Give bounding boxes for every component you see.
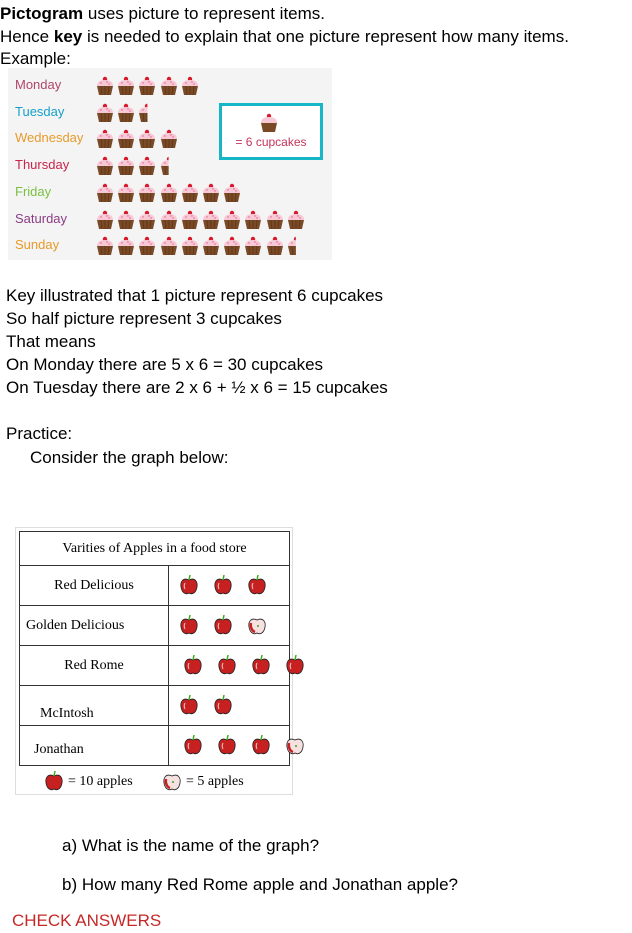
- cupcake-icon: [158, 75, 180, 97]
- explanation-line-3: That means: [6, 332, 96, 351]
- table-row: [20, 646, 290, 686]
- apple-icon: [217, 734, 237, 756]
- apple-icon: [285, 654, 305, 676]
- cupcake-icon: [115, 128, 137, 150]
- practice-label: Practice:: [6, 424, 73, 443]
- half-cupcake-icon: [285, 235, 307, 257]
- table-row: [20, 686, 290, 726]
- variety-name: Golden Delicious: [20, 606, 169, 646]
- cupcake-icon: [179, 182, 201, 204]
- cupcake-icon: [94, 155, 116, 177]
- day-label-thursday: Thursday: [15, 157, 70, 173]
- day-label-friday: Friday: [15, 183, 52, 199]
- cupcake-icon: [221, 235, 243, 257]
- cupcake-icon: [264, 209, 286, 231]
- cupcake-icon: [158, 235, 180, 257]
- table-row: [20, 726, 290, 766]
- explanation-line-5: On Tuesday there are 2 x 6 + ½ x 6 = 15 cupcakes: [6, 378, 388, 397]
- cupcake-icon: [136, 75, 158, 97]
- apple-cell: [169, 646, 290, 686]
- apple-icon: [213, 694, 233, 716]
- cupcake-key-label: = 6 cupcakes: [235, 135, 307, 149]
- cupcake-icon: [115, 75, 137, 97]
- cupcake-icon: [285, 209, 307, 231]
- cupcake-icon: [136, 128, 158, 150]
- cupcake-icon: [136, 182, 158, 204]
- apple-pictogram: [15, 527, 293, 795]
- question-a: a) What is the name of the graph?: [62, 836, 320, 855]
- apple-icon: [213, 574, 233, 596]
- half-apple-icon: [285, 734, 305, 756]
- apple-cell: [169, 566, 290, 606]
- cupcake-icon: [158, 182, 180, 204]
- legend-full-label: = 10 apples: [68, 774, 133, 789]
- cupcake-icon: [264, 235, 286, 257]
- cupcake-icon: [94, 209, 116, 231]
- half-cupcake-icon: [158, 155, 180, 177]
- legend-half-label: = 5 apples: [186, 774, 244, 789]
- cupcake-icon: [115, 155, 137, 177]
- apple-icon: [183, 734, 203, 756]
- question-b: b) How many Red Rome apple and Jonathan apple?: [62, 875, 458, 894]
- table-row: [20, 566, 290, 606]
- example-label: Example:: [0, 49, 71, 68]
- cupcake-icon: [115, 182, 137, 204]
- half-cupcake-icon: [136, 102, 158, 124]
- apple-icon: [251, 654, 271, 676]
- apple-table: [19, 531, 290, 766]
- intro-line-1: Pictogram uses picture to represent items.: [0, 4, 326, 23]
- cupcake-icon: [94, 128, 116, 150]
- cupcake-icon: [179, 235, 201, 257]
- intro-line-2: Hence key is needed to explain that one picture represent how many items.: [0, 27, 569, 46]
- apple-chart-title: Varities of Apples in a food store: [20, 532, 290, 566]
- cupcake-icon: [115, 209, 137, 231]
- apple-icon: [251, 734, 271, 756]
- cupcake-icon: [221, 182, 243, 204]
- apple-icon: [247, 574, 267, 596]
- apple-icon: [213, 614, 233, 636]
- variety-name: Red Delicious: [20, 566, 169, 606]
- cupcake-pictogram: [8, 68, 332, 260]
- apple-icon: [217, 654, 237, 676]
- cupcake-icon: [158, 209, 180, 231]
- cupcake-icon: [242, 209, 264, 231]
- key-term: key: [53, 27, 83, 46]
- apple-icon: [179, 574, 199, 596]
- apple-icon: [179, 694, 199, 716]
- day-label-sunday: Sunday: [15, 237, 60, 253]
- day-label-monday: Monday: [15, 77, 62, 92]
- cupcake-icon: [94, 75, 116, 97]
- explanation-line-1: Key illustrated that 1 picture represent 6 cupcakes: [6, 286, 384, 305]
- cupcake-icon: [200, 209, 222, 231]
- explanation-line-2: So half picture represent 3 cupcakes: [6, 309, 282, 328]
- explanation-line-4: On Monday there are 5 x 6 = 30 cupcakes: [6, 355, 324, 374]
- apple-icon: [183, 654, 203, 676]
- cupcake-icon: [258, 112, 280, 134]
- cupcake-icon: [94, 102, 116, 124]
- apple-icon: [179, 614, 199, 636]
- half-apple-icon: [247, 614, 267, 636]
- cupcake-icon: [136, 235, 158, 257]
- table-row: [20, 606, 290, 646]
- cupcake-icon: [136, 155, 158, 177]
- day-label-tuesday: Tuesday: [15, 103, 65, 119]
- variety-name: McIntosh: [20, 686, 169, 726]
- practice-instruction: Consider the graph below:: [30, 448, 229, 467]
- cupcake-icon: [179, 75, 201, 97]
- cupcake-icon: [179, 209, 201, 231]
- cupcake-icon: [200, 182, 222, 204]
- apple-cell: [169, 726, 290, 766]
- apple-cell: [169, 606, 290, 646]
- cupcake-icon: [94, 182, 116, 204]
- variety-name: Red Rome: [20, 646, 169, 686]
- cupcake-icon: [136, 209, 158, 231]
- cupcake-key-box: [219, 103, 323, 160]
- cupcake-icon: [200, 235, 222, 257]
- cupcake-icon: [242, 235, 264, 257]
- variety-name: Jonathan: [20, 726, 169, 766]
- cupcake-icon: [115, 235, 137, 257]
- apple-legend: [44, 770, 284, 794]
- cupcake-icon: [115, 102, 137, 124]
- cupcake-icon: [221, 209, 243, 231]
- cupcake-icon: [94, 235, 116, 257]
- apple-icon: [44, 770, 64, 792]
- day-label-wednesday: Wednesday: [15, 130, 84, 146]
- apple-cell: [169, 686, 290, 726]
- cupcake-icon: [158, 128, 180, 150]
- pictogram-term: Pictogram: [0, 4, 84, 23]
- day-label-saturday: Saturday: [15, 210, 68, 226]
- check-answers-link[interactable]: CHECK ANSWERS: [12, 911, 162, 930]
- half-apple-icon: [162, 770, 182, 792]
